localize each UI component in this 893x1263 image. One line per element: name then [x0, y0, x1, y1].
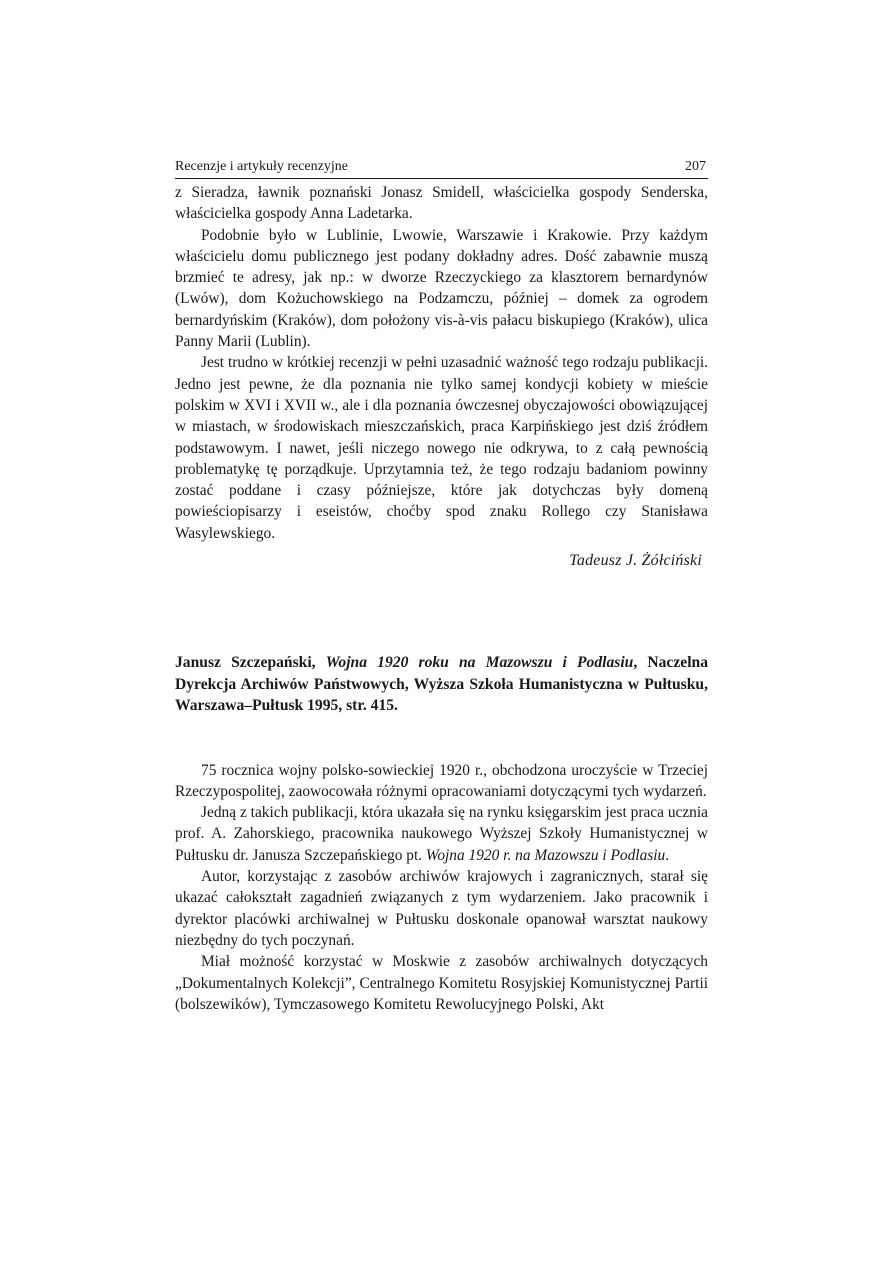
document-page	[175, 150, 708, 1015]
paragraph-text: .	[665, 846, 670, 864]
previous-review-text	[175, 182, 708, 544]
paragraph: 75 rocznica wojny polsko-sowieckiej 1920 r., obchodzona uroczyście w Trzeciej Rzeczypospolitej, zaowocowała różnymi opracowaniami dotyczącymi tych wydarzeń.	[175, 761, 708, 800]
review-publication-details: , Naczelna Dyrekcja Archiwów Państwowych, Wyższa Szkoła Humanistyczna w Pułtusku, Warszawa–Pułtusk 1995, str. 415.	[175, 654, 709, 715]
review-author: Janusz Szczepański,	[175, 654, 326, 672]
paragraph: Autor, korzystając z zasobów archiwów krajowych i zagranicznych, starał się ukazać całokształt zagadnień związanych z tym wydarzeniem. Jako pracownik i dyrektor placówki archiwalnej w Pułtusku doskonale opanował warsztat naukowy niezbędny do tych poczynań.	[175, 868, 708, 949]
review-text	[175, 760, 708, 1016]
paragraph: z Sieradza, ławnik poznański Jonasz Smidell, właścicielka gospody Senderska, właścicielka gospody Anna Ladetarka.	[175, 184, 708, 223]
running-header	[175, 158, 708, 179]
running-title: Recenzje i artykuły recenzyjne	[175, 159, 348, 174]
paragraph	[175, 802, 708, 866]
paragraph: Miał możność korzystać w Moskwie z zasobów archiwalnych dotyczących „Dokumentalnych Kolekcji”, Centralnego Komitetu Rosyjskiej Komunistycznej Partii (bolszewików), Tymczasowego Komitetu Rewolucyjnego Polski, Akt	[175, 953, 708, 1013]
page-number: 207	[685, 159, 706, 174]
review-signature: Tadeusz J. Żółciński	[569, 552, 702, 570]
paragraph: Jest trudno w krótkiej recenzji w pełni uzasadnić ważność tego rodzaju publikacji. Jedno jest pewne, że dla poznania nie tylko samej kondycji kobiety w mieście polskim w XVI i XVII w., ale i dla poznania ówczesnej obyczajowości obowiązującej w miastach, w środowiskach mieszczańskich, praca Karpińskiego jest dziś źródłem podstawowym. I nawet, jeśli niczego nowego nie odkrywa, to z całą pewnością problematykę tę porządkuje. Uprzytamnia też, że tego rodzaju badaniom powinny zostać poddane i czasy późniejsze, które jak dotychczas były domeną powieściopisarzy i eseistów, choćby spod znaku Rollego czy Stanisława Wasylewskiego.	[175, 354, 708, 542]
review-work-title: Wojna 1920 roku na Mazowszu i Podlasiu	[325, 654, 634, 672]
paragraph-text: Jedną z takich publikacji, która ukazała się na rynku księgarskim jest praca ucznia prof. A. Zahorskiego, pracownika naukowego Wyższej Szkoły Humanistycznej w Pułtusku dr. Janusza Szczepańskiego pt.	[175, 804, 708, 864]
review-heading	[175, 652, 708, 717]
book-title: Wojna 1920 r. na Mazowszu i Podlasiu	[425, 846, 666, 864]
paragraph: Podobnie było w Lublinie, Lwowie, Warszawie i Krakowie. Przy każdym właścicielu domu publicznego jest podany dokładny adres. Dość zabawnie muszą brzmieć te adresy, jak np.: w dworze Rzeczyckiego za klasztorem bernardynów (Lwów), dom Kożuchowskiego na Podzamczu, później – domek za ogrodem bernardyńskim (Kraków), dom położony vis-à-vis pałacu biskupiego (Kraków), ulica Panny Marii (Lublin).	[175, 226, 708, 351]
